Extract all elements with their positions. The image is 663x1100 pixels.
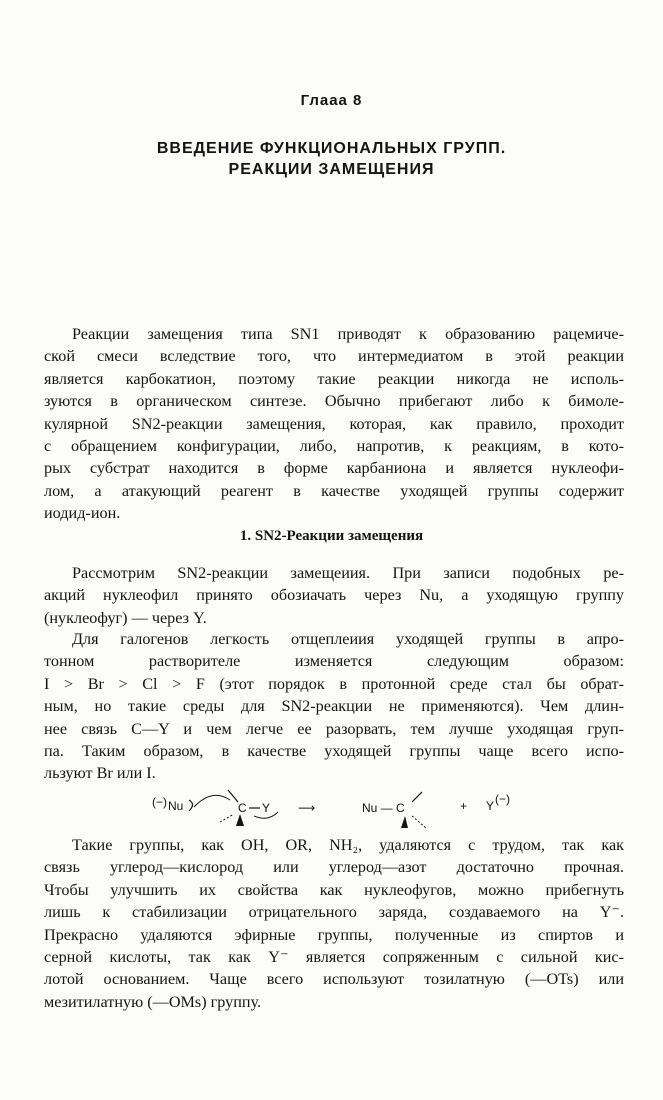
attack-arrow	[194, 795, 230, 807]
intro-paragraph	[44, 323, 624, 525]
text-line: лом, а атакующий реагент в качестве уходящей группы содержит	[44, 481, 624, 500]
paragraph-3	[44, 834, 624, 1013]
product-bond-wedge	[401, 816, 408, 828]
text-line: Прекрасно удаляются эфирные группы, полученные из спиртов и	[44, 925, 624, 944]
plus-sign: +	[460, 799, 468, 813]
chapter-heading: Глааа 8	[300, 92, 363, 109]
text-line: па. Таким образом, в качестве уходящей группы чаще всего испо-	[44, 741, 624, 760]
text-line: Чтобы улучшить их свойства как нуклеофугов, можно прибегнуть	[44, 880, 624, 899]
substituent-bond-wedge	[236, 814, 244, 826]
text-line: тонном растворителе изменяется следующим образом:	[44, 652, 624, 671]
chapter-title-line: ВВЕДЕНИЕ ФУНКЦИОНАЛЬНЫХ ГРУПП.	[156, 140, 507, 157]
reaction-arrow: ⟶	[298, 801, 316, 815]
chapter-title-line: РЕАКЦИИ ЗАМЕЩЕНИЯ	[228, 161, 435, 178]
text-line: иодид-ион.	[44, 504, 121, 523]
product-bond-back	[412, 816, 426, 828]
text-line: является карбокатион, поэтому такие реакции никогда не исполь-	[44, 369, 624, 388]
text-line: мезитилатную (—OMs) группу.	[44, 992, 262, 1011]
text-line: серной кислоты, так как Y⁻ является сопряженным с сильной кис-	[44, 947, 624, 966]
substituent-bond-back	[220, 814, 234, 822]
text-line: Реакции замещения типа SN1 приводят к образованию рацемиче-	[72, 325, 624, 343]
text-line: Такие группы, как OH, OR, NH₂, удаляются с трудом, так как	[72, 836, 624, 854]
chapter-title	[0, 138, 663, 180]
carbon-atom: C	[238, 801, 247, 815]
text-line: с обращением конфигурации, либо, напротив, к реакциям, в кото-	[44, 436, 624, 455]
text-line: кулярной SN2-реакции замещения, которая, как правило, проходит	[44, 414, 624, 433]
text-line: (нуклеофуг) — через Y.	[44, 608, 207, 627]
text-line: ным, но такие среды для SN2-реакции не применяются). Чем длин-	[44, 697, 624, 716]
product-bond	[412, 792, 422, 802]
anion-charge: (−)	[495, 792, 510, 806]
text-line: Для галогенов легкость отщеплеиия уходящей группы в апро-	[72, 630, 624, 648]
leaving-anion: Y	[486, 799, 495, 813]
reaction-scheme	[150, 780, 530, 830]
text-line: связь углерод—кислород или углерод—азот достаточно прочная.	[44, 858, 624, 877]
lone-pair-bracket	[189, 800, 193, 811]
section-heading: 1. SN2-Реакции замещения	[239, 528, 424, 544]
leaving-group: Y	[262, 801, 271, 815]
text-line: льзуют Br или I.	[44, 764, 156, 783]
paragraph-1	[44, 562, 624, 629]
text-line: нее связь C—Y и чем легче ее разорвать, тем лучше уходящая груп-	[44, 719, 624, 738]
text-line: зуются в органическом синтезе. Обычно прибегают либо к бимоле-	[44, 392, 624, 411]
text-line: лотой основанием. Чаще всего используют тозилатную (—OTs) или	[44, 970, 624, 989]
text-line: рых субстрат находится в форме карбаниона и является нуклеофи-	[44, 459, 624, 478]
nucleophile: Nu	[168, 799, 184, 813]
text-line: ской смеси вследствие того, что интермедиатом в этой реакции	[44, 347, 624, 366]
text-line: акций нуклеофил принято обозиачать через Nu, а уходящую группу	[44, 586, 624, 605]
paragraph-2	[44, 628, 624, 785]
text-line: лишь к стабилизации отрицательного заряда, создаваемого на Y⁻.	[44, 903, 624, 922]
product: Nu — C	[362, 801, 405, 815]
text-line: I > Br > Cl > F (этот порядок в протонной среде стал бы обрат-	[44, 674, 624, 693]
nucleophile-charge: (−)	[152, 795, 167, 809]
text-line: Рассмотрим SN2-реакции замещеиия. При записи подобных ре-	[72, 564, 624, 582]
